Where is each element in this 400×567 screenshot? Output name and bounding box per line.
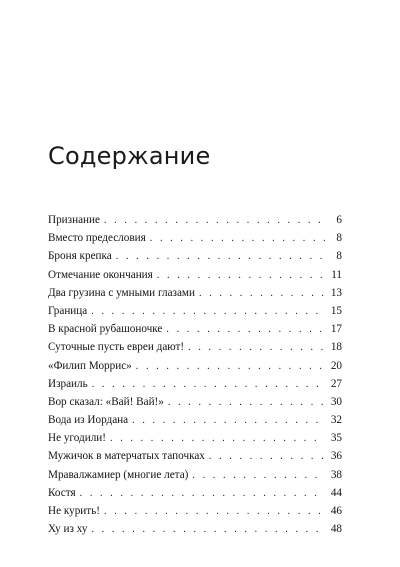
dot-leader <box>116 251 325 262</box>
toc-entry[interactable] <box>48 505 342 523</box>
toc-page-number: 27 <box>330 377 342 390</box>
dot-leader <box>166 324 325 335</box>
toc-page-number: 17 <box>330 323 342 336</box>
toc-entry-title: Два грузина с умными глазами <box>48 286 195 299</box>
dot-leader <box>188 342 325 353</box>
toc-entry-title: Вор сказал: «Вай! Вай!» <box>48 395 164 408</box>
dot-leader <box>91 306 325 317</box>
toc-entry-title: Ху из ху <box>48 523 88 536</box>
toc-page-number: 11 <box>331 268 342 281</box>
toc-entry-title: Признание <box>48 214 100 226</box>
toc-entry[interactable] <box>48 287 342 305</box>
toc-entry[interactable] <box>48 469 342 487</box>
toc-entry-title: «Филип Моррис» <box>48 359 132 372</box>
toc-page-number: 6 <box>336 214 342 226</box>
table-of-contents <box>48 214 342 541</box>
dot-leader <box>110 433 325 444</box>
toc-page-number: 8 <box>336 250 342 263</box>
toc-entry-title: Костя <box>48 486 76 499</box>
toc-entry[interactable] <box>48 214 342 232</box>
toc-entry[interactable] <box>48 487 342 505</box>
dot-leader <box>209 451 325 462</box>
toc-page-number: 20 <box>330 359 342 372</box>
dot-leader <box>150 233 325 244</box>
toc-page-number: 36 <box>330 450 342 463</box>
toc-entry-title: В красной рубашоночке <box>48 323 163 336</box>
dot-leader <box>104 215 325 226</box>
dot-leader <box>168 397 325 408</box>
toc-entry[interactable] <box>48 378 342 396</box>
dot-leader <box>91 524 325 535</box>
toc-page-number: 48 <box>330 523 342 536</box>
toc-entry-title: Израиль <box>48 377 88 390</box>
toc-entry[interactable] <box>48 523 342 541</box>
toc-page-number: 44 <box>330 486 342 499</box>
toc-entry[interactable] <box>48 269 342 287</box>
toc-page-number: 35 <box>330 432 342 445</box>
toc-page-number: 32 <box>330 414 342 427</box>
dot-leader <box>136 361 325 372</box>
toc-entry-title: Граница <box>48 304 88 317</box>
dot-leader <box>192 470 325 481</box>
toc-page-number: 15 <box>330 304 342 317</box>
toc-entry[interactable] <box>48 232 342 250</box>
dot-leader <box>80 488 325 499</box>
toc-entry-title: Не угодили! <box>48 432 106 445</box>
toc-entry[interactable] <box>48 414 342 432</box>
dot-leader <box>92 379 325 390</box>
page-title: Содержание <box>48 142 211 170</box>
toc-entry-title: Мравалжамиер (многие лета) <box>48 468 189 481</box>
toc-entry-title: Не курить! <box>48 505 101 517</box>
toc-entry[interactable] <box>48 341 342 359</box>
toc-entry[interactable] <box>48 250 342 268</box>
toc-entry[interactable] <box>48 305 342 323</box>
toc-page-number: 46 <box>330 505 342 517</box>
toc-entry-title: Отмечание окончания <box>48 268 153 281</box>
dot-leader <box>199 288 325 299</box>
dot-leader <box>157 270 325 281</box>
dot-leader <box>104 506 325 517</box>
toc-page-number: 30 <box>330 395 342 408</box>
toc-entry[interactable] <box>48 396 342 414</box>
toc-page-number: 8 <box>336 232 342 245</box>
toc-entry[interactable] <box>48 432 342 450</box>
toc-entry-title: Вместо предесловия <box>48 232 146 245</box>
toc-page-number: 38 <box>330 468 342 481</box>
toc-entry[interactable] <box>48 323 342 341</box>
toc-page-number: 18 <box>330 341 342 354</box>
dot-leader <box>132 415 325 426</box>
toc-entry-title: Броня крепка <box>48 250 112 263</box>
toc-entry[interactable] <box>48 450 342 468</box>
toc-entry[interactable] <box>48 360 342 378</box>
toc-entry-title: Мужичок в матерчатых тапочках <box>48 450 205 463</box>
toc-entry-title: Суточные пусть евреи дают! <box>48 341 185 354</box>
toc-entry-title: Вода из Иордана <box>48 414 129 427</box>
toc-page-number: 13 <box>330 286 342 299</box>
